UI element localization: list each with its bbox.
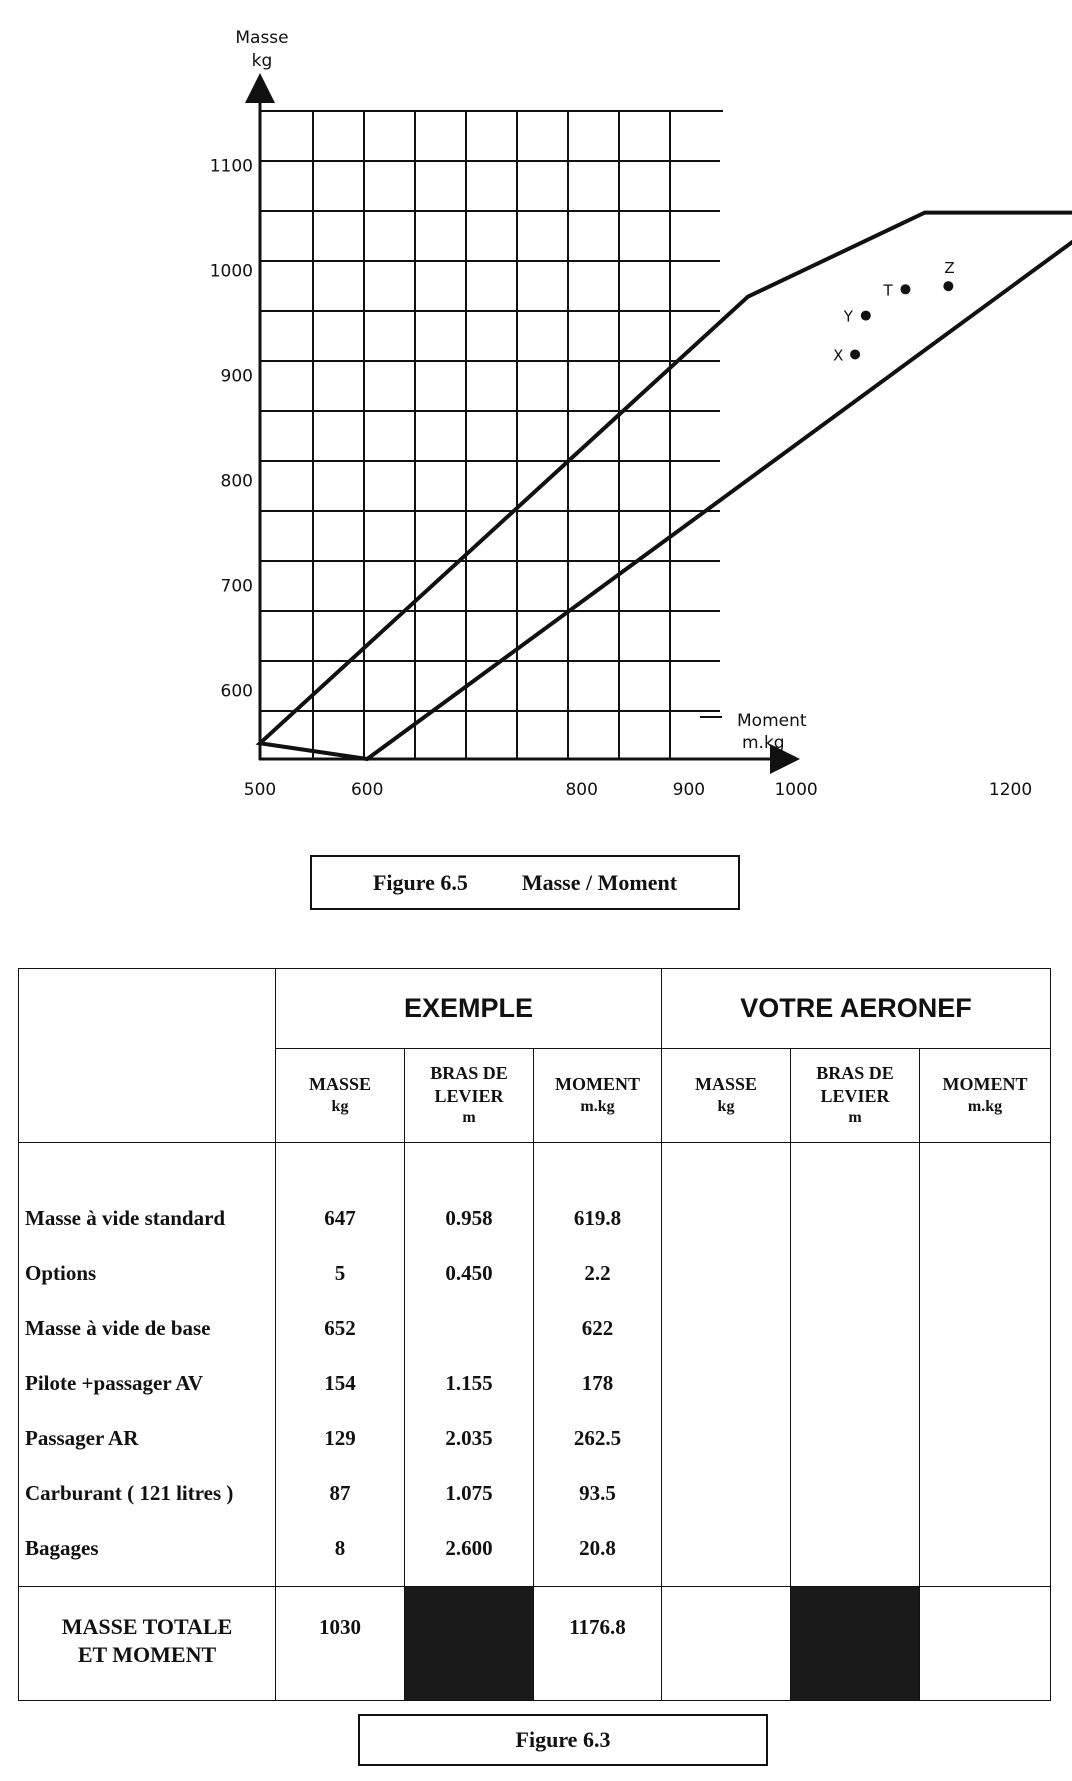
col-header-moment-aeronef: MOMENT m.kg (920, 1049, 1051, 1143)
row-moment: 178 (581, 1371, 614, 1395)
x-tick-label: 500 (243, 780, 277, 800)
col-header-bras-aeronef: BRAS DE LEVIER m (791, 1049, 920, 1143)
row-bras: 1.155 (445, 1371, 493, 1395)
aeronef-moment-column (920, 1143, 1051, 1587)
y-tick-label: 1000 (209, 261, 253, 282)
row-label: Masse à vide de base (25, 1316, 211, 1340)
x-axis-title: Moment (737, 711, 807, 731)
y-tick-label: 1100 (209, 156, 253, 177)
group-header-exemple: EXEMPLE (276, 969, 662, 1049)
data-point-label: X (833, 346, 844, 365)
axes (259, 88, 785, 760)
row-moment: 20.8 (579, 1536, 616, 1560)
tick-labels (210, 156, 1072, 800)
weight-balance-table (18, 968, 1051, 1701)
data-point-label: Y (843, 307, 853, 326)
y-tick-label: 600 (220, 681, 253, 702)
row-masse: 652 (324, 1316, 356, 1340)
col-header-moment: MOMENT m.kg (534, 1049, 662, 1143)
figure-6-5-caption (310, 855, 740, 910)
corner-cell (19, 969, 276, 1143)
y-axis-unit: kg (251, 51, 273, 71)
x-tick-label: 800 (565, 780, 598, 800)
total-masse: 1030 (276, 1587, 405, 1701)
row-moment: 2.2 (584, 1261, 611, 1285)
x-tick-label: 600 (350, 780, 384, 800)
row-bras: 2.600 (445, 1536, 493, 1560)
cg-envelope (260, 213, 1072, 759)
total-moment: 1176.8 (534, 1587, 662, 1701)
data-point (900, 284, 910, 294)
x-tick-label: 1000 (774, 780, 818, 800)
figure-6-5-title: Masse / Moment (521, 869, 678, 895)
data-points (833, 259, 955, 364)
total-bras-blackout (405, 1587, 534, 1701)
row-label: Masse à vide standard (25, 1206, 226, 1230)
row-masse: 129 (324, 1426, 356, 1450)
row-masse: 647 (324, 1206, 356, 1230)
bras-column (405, 1143, 534, 1587)
row-moment: 93.5 (579, 1481, 616, 1505)
x-axis-unit: m.kg (742, 733, 785, 753)
masse-moment-chart (0, 0, 1072, 840)
figure-6-3-number: Figure 6.3 (515, 1727, 611, 1752)
data-point (861, 311, 871, 321)
y-axis-title: Masse (235, 28, 289, 48)
y-tick-label: 700 (220, 576, 253, 597)
data-point-label: Z (944, 259, 955, 278)
row-label: Carburant ( 121 litres ) (25, 1481, 234, 1505)
col-header-masse: MASSE kg (276, 1049, 405, 1143)
figure-6-3-caption (358, 1714, 768, 1766)
col-header-masse-aeronef: MASSE kg (662, 1049, 791, 1143)
data-point-label: T (883, 281, 893, 300)
row-moment: 262.5 (573, 1426, 622, 1450)
grid (260, 111, 723, 759)
row-bras: 1.075 (445, 1481, 493, 1505)
row-moment: 622 (581, 1316, 614, 1340)
row-masse: 87 (329, 1481, 351, 1505)
x-tick-label: 1200 (988, 780, 1033, 800)
figure-6-5-number: Figure 6.5 (372, 869, 468, 895)
moment-column (534, 1143, 662, 1587)
y-tick-label: 800 (220, 471, 253, 492)
row-labels-column (19, 1143, 276, 1587)
envelope (260, 213, 1072, 759)
row-masse: 5 (334, 1261, 346, 1285)
masse-column (276, 1143, 405, 1587)
row-moment: 619.8 (573, 1206, 622, 1230)
aeronef-bras-column (791, 1143, 920, 1587)
row-masse: 8 (334, 1536, 346, 1560)
group-header-votre-aeronef: VOTRE AERONEF (662, 969, 1051, 1049)
aeronef-total-masse (662, 1587, 791, 1701)
aeronef-masse-column (662, 1143, 791, 1587)
row-label: Bagages (25, 1536, 99, 1560)
data-point (850, 349, 860, 359)
data-point (943, 281, 953, 291)
col-header-bras: BRAS DE LEVIER m (405, 1049, 534, 1143)
y-tick-label: 900 (220, 366, 253, 387)
row-masse: 154 (324, 1371, 356, 1395)
x-tick-label: 900 (672, 780, 706, 800)
row-bras (405, 1301, 533, 1356)
row-label: Options (25, 1261, 97, 1285)
row-label: Pilote +passager AV (25, 1371, 204, 1395)
aeronef-total-moment (920, 1587, 1051, 1701)
row-bras: 0.958 (445, 1206, 493, 1230)
row-bras: 0.450 (445, 1261, 493, 1285)
row-bras: 2.035 (445, 1426, 493, 1450)
row-label: Passager AR (25, 1426, 139, 1450)
total-label: MASSE TOTALE ET MOMENT (19, 1587, 276, 1701)
aeronef-total-bras-blackout (791, 1587, 920, 1701)
